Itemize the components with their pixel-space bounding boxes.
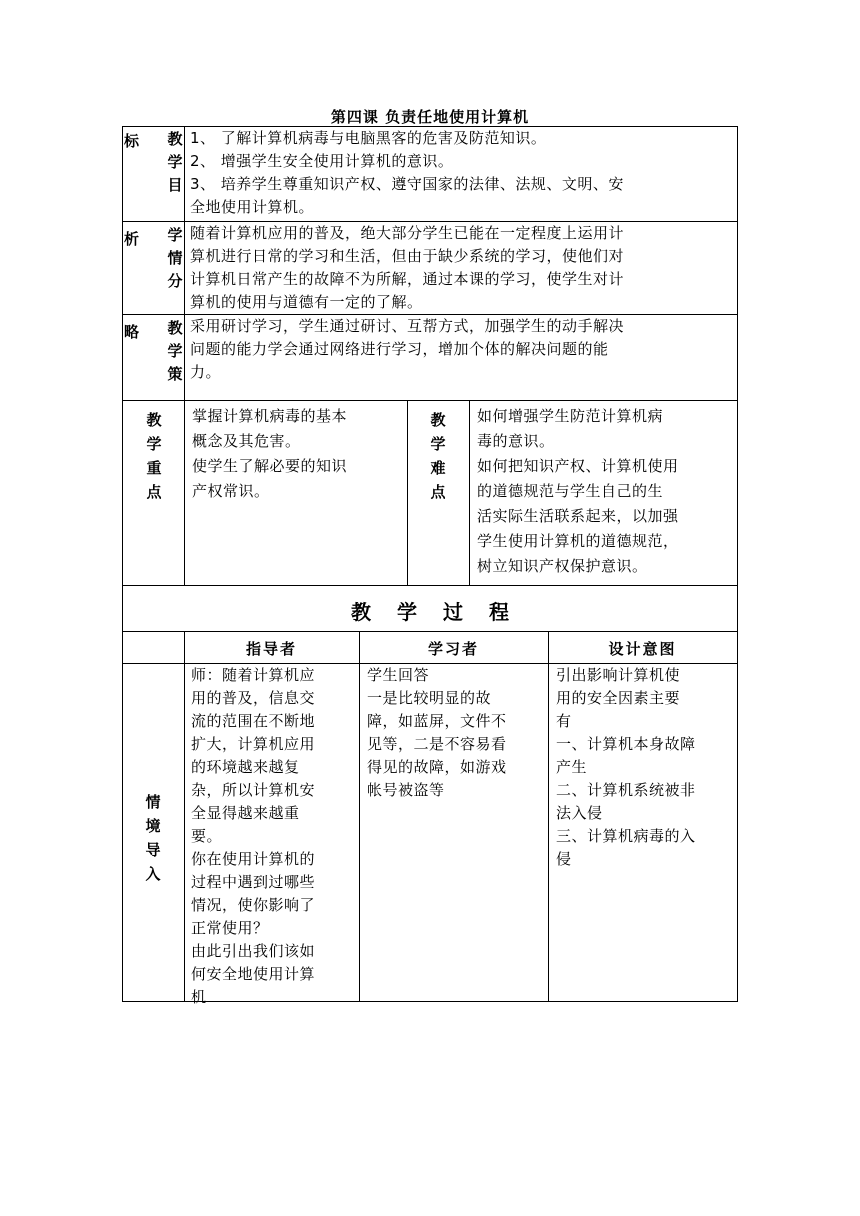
strategy-text — [190, 315, 736, 384]
analysis-line: 算机进行日常的学习和生活，但由于缺少系统的学习，使他们对 — [190, 247, 625, 265]
strategy-label-right: 教学策 — [167, 319, 183, 383]
column-header-design: 设计意图 — [608, 640, 677, 658]
guide-line: 机 — [191, 988, 207, 1006]
learner-line: 障，如蓝屏，文件不 — [367, 712, 507, 730]
guide-line: 你在使用计算机的 — [191, 850, 316, 868]
guide-line: 全显得越来越重 — [191, 804, 300, 822]
guide-line: 要。 — [191, 827, 223, 845]
objective-line: 3、 培养学生尊重知识产权、遵守国家的法律、法规、文明、安 — [190, 175, 624, 193]
strategy-line: 问题的能力学会通过网络进行学习，增加个体的解决问题的能 — [190, 340, 609, 358]
objective-line: 全地使用计算机。 — [190, 198, 315, 216]
guide-line: 杂，所以计算机安 — [191, 781, 316, 799]
objectives-label-left: 标 — [124, 132, 140, 150]
intro-label: 情境导入 — [145, 793, 161, 883]
key-point-line: 概念及其危害。 — [192, 432, 301, 450]
difficulty-line: 树立知识产权保护意识。 — [477, 557, 648, 575]
difficulties-text — [477, 404, 735, 579]
intro-design-text — [556, 664, 736, 871]
design-line: 引出影响计算机使 — [556, 666, 681, 684]
difficulty-line: 如何增强学生防范计算机病 — [477, 407, 664, 425]
design-line: 法入侵 — [556, 804, 603, 822]
process-title: 教学过程 — [351, 600, 535, 624]
page-title: 第四课 负责任地使用计算机 — [330, 108, 530, 126]
guide-line: 用的普及，信息交 — [191, 689, 316, 707]
analysis-text — [190, 222, 736, 314]
objectives-label-right: 教学目 — [167, 130, 183, 194]
learner-line: 见等，二是不容易看 — [367, 735, 507, 753]
analysis-label-right: 学情分 — [167, 226, 183, 290]
difficulty-line: 的道德规范与学生自己的生 — [477, 482, 664, 500]
design-line: 一、计算机本身故障 — [556, 735, 696, 753]
guide-line: 过程中遇到过哪些 — [191, 873, 316, 891]
guide-line: 师：随着计算机应 — [191, 666, 316, 684]
guide-line: 扩大，计算机应用 — [191, 735, 316, 753]
learner-line: 帐号被盗等 — [367, 781, 445, 799]
strategy-line: 采用研讨学习，学生通过研讨、互帮方式，加强学生的动手解决 — [190, 317, 625, 335]
difficulty-line: 活实际生活联系起来，以加强 — [477, 507, 679, 525]
learner-line: 一是比较明显的故 — [367, 689, 492, 707]
analysis-label-left: 析 — [124, 230, 140, 248]
analysis-line: 计算机日常产生的故障不为所解，通过本课的学习，使学生对计 — [190, 270, 625, 288]
difficulty-line: 如何把知识产权、计算机使用 — [477, 457, 679, 475]
intro-guide-text — [191, 664, 359, 1009]
analysis-line: 随着计算机应用的普及，绝大部分学生已能在一定程度上运用计 — [190, 224, 625, 242]
key-point-line: 使学生了解必要的知识 — [192, 457, 348, 475]
key-points-label: 教学重点 — [146, 411, 162, 501]
learner-line: 学生回答 — [367, 666, 430, 684]
design-line: 侵 — [556, 850, 572, 868]
guide-line: 何安全地使用计算 — [191, 965, 316, 983]
learner-line: 得见的故障，如游戏 — [367, 758, 507, 776]
strategy-label-left: 略 — [124, 323, 140, 341]
guide-line: 情况，使你影响了 — [191, 896, 316, 914]
key-point-line: 掌握计算机病毒的基本 — [192, 407, 348, 425]
column-header-learner: 学习者 — [427, 640, 479, 658]
objective-line: 1、 了解计算机病毒与电脑黑客的危害及防范知识。 — [190, 129, 547, 147]
key-point-line: 产权常识。 — [192, 482, 270, 500]
design-line: 产生 — [556, 758, 588, 776]
design-line: 用的安全因素主要 — [556, 689, 681, 707]
difficulty-line: 学生使用计算机的道德规范， — [477, 532, 679, 550]
objective-line: 2、 增强学生安全使用计算机的意识。 — [190, 152, 454, 170]
strategy-line: 力。 — [190, 363, 222, 381]
objectives-text — [190, 127, 736, 219]
guide-line: 流的范围在不断地 — [191, 712, 316, 730]
difficulty-line: 毒的意识。 — [477, 432, 555, 450]
design-line: 有 — [556, 712, 572, 730]
guide-line: 的环境越来越复 — [191, 758, 300, 776]
design-line: 三、计算机病毒的入 — [556, 827, 696, 845]
analysis-line: 算机的使用与道德有一定的了解。 — [190, 293, 423, 311]
difficulties-label: 教学难点 — [430, 411, 446, 501]
guide-line: 由此引出我们该如 — [191, 942, 316, 960]
column-header-guide: 指导者 — [245, 640, 297, 658]
design-line: 二、计算机系统被非 — [556, 781, 696, 799]
guide-line: 正常使用？ — [191, 919, 269, 937]
key-points-text — [192, 404, 404, 504]
intro-learner-text — [367, 664, 547, 802]
